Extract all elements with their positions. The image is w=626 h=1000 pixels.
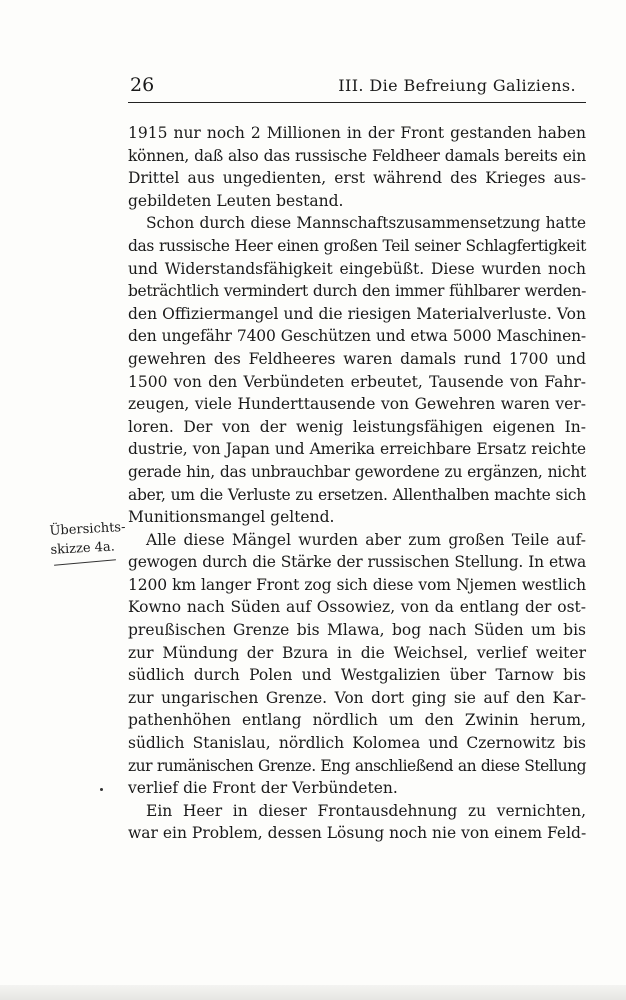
paragraph — [128, 212, 586, 528]
paragraph — [128, 800, 586, 845]
margin-note-line: skizze 4a. — [50, 539, 116, 558]
text-line: zur Mündung der Bzura in die Weichsel, verlief weiter — [128, 643, 586, 662]
paragraph — [128, 122, 586, 212]
text-line: zur ungarischen Grenze. Von dort ging sie auf den Kar- — [128, 688, 586, 707]
text-line: den ungefähr 7400 Geschützen und etwa 5000 Maschinen- — [128, 327, 586, 346]
page-bottom-edge — [0, 985, 626, 1000]
text-line: Munitionsmangel geltend. — [128, 508, 335, 527]
text-line: aber, um die Verluste zu ersetzen. Allenthalben machte sich — [128, 485, 586, 504]
margin-note-underline — [54, 559, 116, 565]
text-line: zur rumänischen Grenze. Eng anschließend an diese Stellung — [128, 756, 586, 775]
text-line: gewogen durch die Stärke der russischen Stellung. In etwa — [128, 553, 586, 572]
page-number: 26 — [130, 74, 155, 96]
text-line: und Widerstandsfähigkeit eingebüßt. Diese wurden noch — [128, 259, 586, 278]
text-line: 1915 nur noch 2 Millionen in der Front gestanden haben — [128, 124, 586, 142]
margin-note-line: Übersichts- — [49, 519, 126, 539]
text-line: können, daß also das russische Feldheer damals bereits ein — [128, 146, 586, 165]
text-line: war ein Problem, dessen Lösung noch nie von einem Feld- — [128, 824, 587, 843]
text-line: den Offiziermangel und die riesigen Materialverluste. Von — [128, 304, 586, 323]
paragraph — [128, 529, 586, 800]
text-line: 1500 von den Verbündeten erbeutet, Tausende von Fahr- — [128, 372, 586, 391]
text-line: preußischen Grenze bis Mlawa, bog nach Süden um bis — [128, 621, 586, 640]
text-line: das russische Heer einen großen Teil seiner Schlagfertigkeit — [128, 236, 586, 255]
margin-note — [49, 518, 126, 560]
text-line: dustrie, von Japan und Amerika erreichbare Ersatz reichte — [128, 440, 586, 459]
print-speck — [100, 788, 103, 791]
text-line: Ein Heer in dieser Frontausdehnung zu vernichten, — [146, 801, 586, 820]
text-line: zeugen, viele Hunderttausende von Gewehren waren ver- — [128, 395, 586, 414]
text-line: Alle diese Mängel wurden aber zum großen Teile auf- — [146, 530, 586, 549]
text-line: loren. Der von der wenig leistungsfähigen eigenen In- — [128, 417, 586, 436]
text-line: südlich durch Polen und Westgalizien über Tarnow bis — [128, 666, 586, 685]
text-line: Kowno nach Süden auf Ossowiez, von da entlang der ost- — [128, 598, 586, 617]
body-text — [128, 122, 586, 845]
text-line: gebildeten Leuten bestand. — [128, 191, 344, 210]
text-line: südlich Stanislau, nördlich Kolomea und Czernowitz bis — [128, 734, 586, 753]
text-line: beträchtlich vermindert durch den immer fühlbarer werden- — [128, 282, 586, 301]
text-line: Drittel aus ungedienten, erst während des Krieges aus- — [128, 169, 586, 188]
text-line: gerade hin, das unbrauchbar gewordene zu ergänzen, nicht — [128, 462, 586, 481]
running-title: III. Die Befreiung Galiziens. — [338, 76, 576, 95]
text-line: verlief die Front der Verbündeten. — [128, 779, 398, 798]
text-line: pathenhöhen entlang nördlich um den Zwinin herum, — [128, 711, 586, 730]
page-header — [128, 70, 586, 103]
text-line: 1200 km langer Front zog sich diese vom Njemen westlich — [128, 575, 586, 594]
text-line: Schon durch diese Mannschaftszusammensetzung hatte — [146, 214, 586, 233]
text-line: gewehren des Feldheeres waren damals rund 1700 und — [128, 349, 586, 368]
